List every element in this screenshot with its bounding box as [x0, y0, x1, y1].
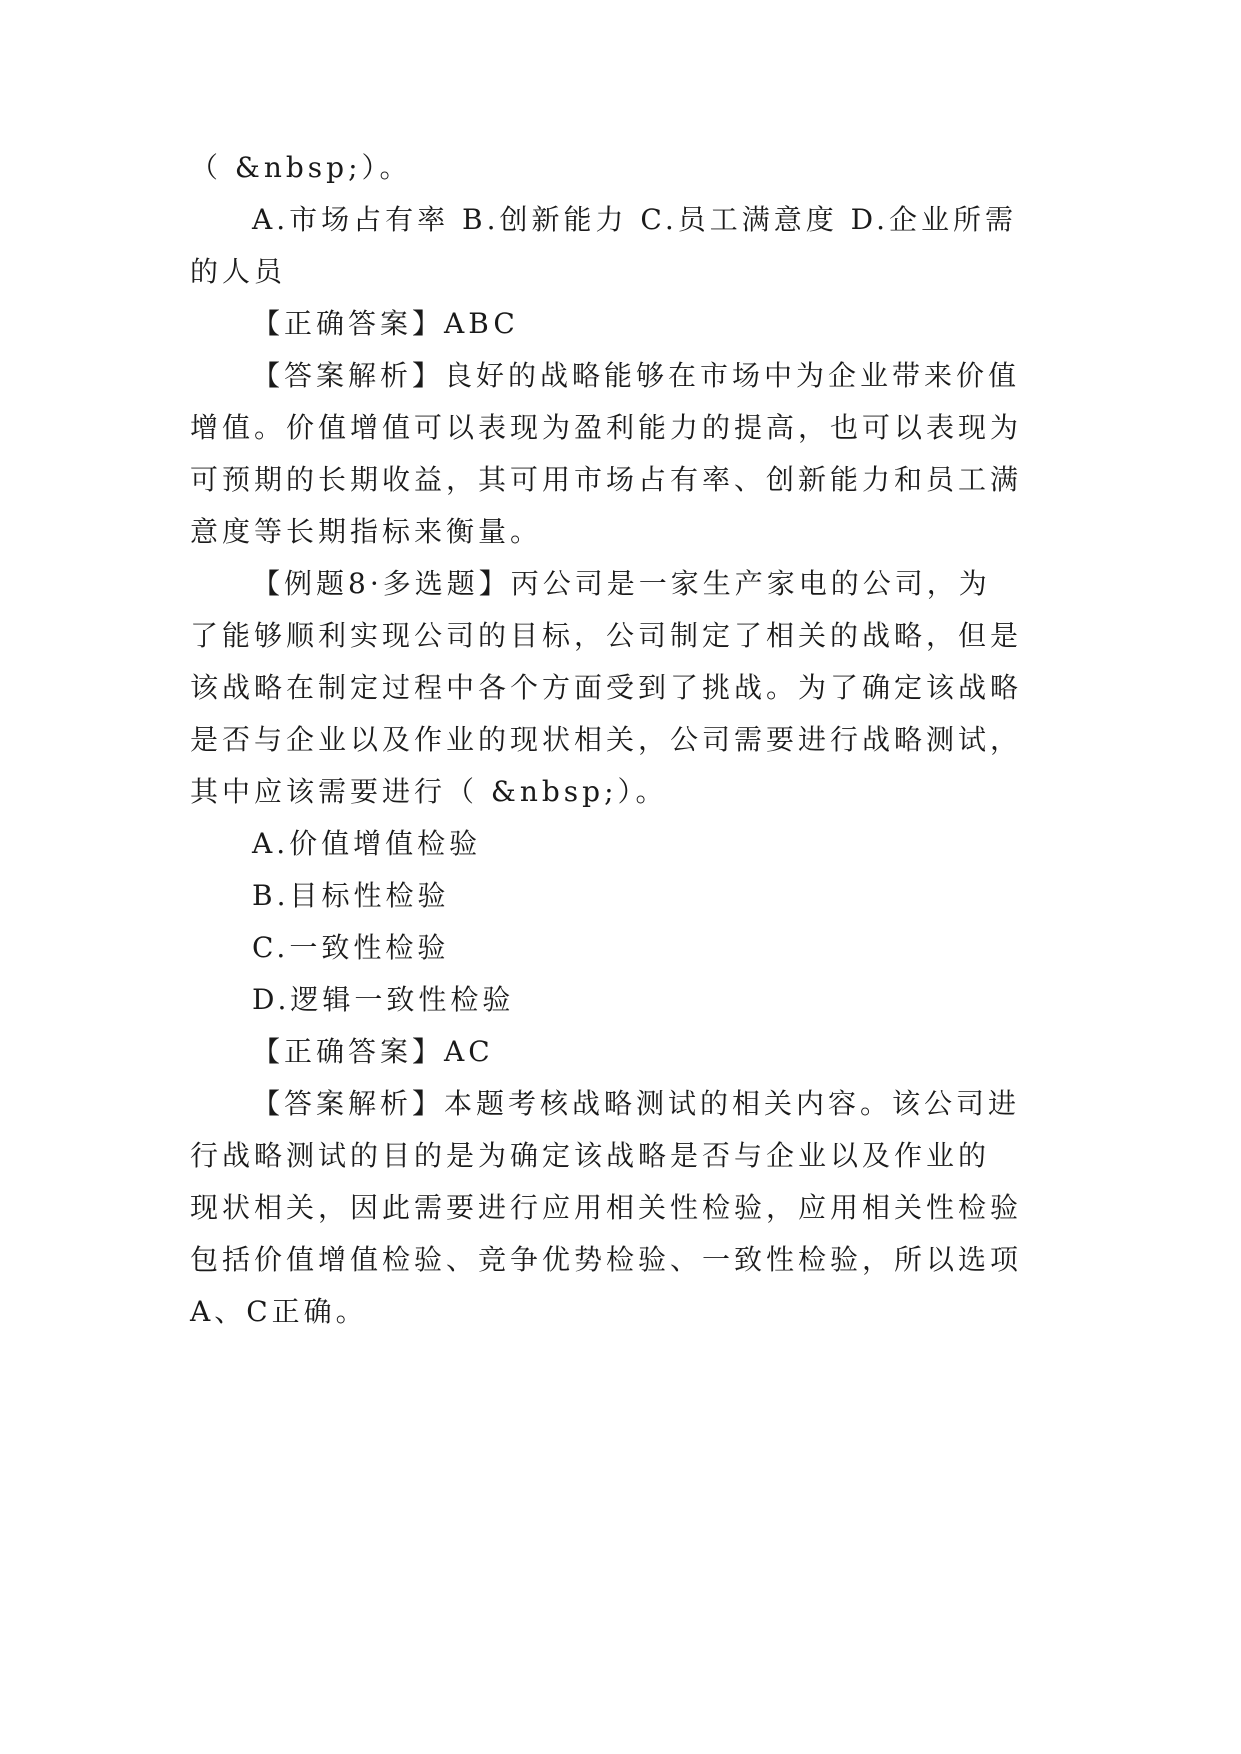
example-question-line: 是否与企业以及作业的现状相关，公司需要进行战略测试， [190, 723, 1023, 756]
example-question-line: 其中应该需要进行（ &nbsp;）。 [190, 775, 668, 808]
option-d: D.逻辑一致性检验 [252, 983, 515, 1016]
answer-explanation-line: 包括价值增值检验、竞争优势检验、一致性检验，所以选项 [190, 1243, 1023, 1276]
question-blank-line: （ &nbsp;）。 [190, 151, 412, 184]
example-question: 【例题8·多选题】丙公司是一家生产家电的公司，为 [252, 567, 991, 600]
answer-explanation: 【答案解析】本题考核战略测试的相关内容。该公司进 [252, 1087, 1021, 1120]
correct-answer: 【正确答案】ABC [252, 307, 519, 340]
option-b: B.目标性检验 [252, 879, 450, 912]
options-line-continued: 的人员 [190, 255, 287, 288]
answer-explanation-line: 可预期的长期收益，其可用市场占有率、创新能力和员工满 [190, 463, 1023, 496]
answer-explanation-line: 行战略测试的目的是为确定该战略是否与企业以及作业的 [190, 1139, 991, 1172]
answer-explanation-line: 增值。价值增值可以表现为盈利能力的提高，也可以表现为 [190, 411, 1023, 444]
example-question-line: 了能够顺利实现公司的目标，公司制定了相关的战略，但是 [190, 619, 1023, 652]
correct-answer: 【正确答案】AC [252, 1035, 494, 1068]
options-line: A.市场占有率 B.创新能力 C.员工满意度 D.企业所需 [252, 203, 1017, 236]
answer-explanation-line: 意度等长期指标来衡量。 [190, 515, 543, 548]
example-question-line: 该战略在制定过程中各个方面受到了挑战。为了确定该战略 [190, 671, 1023, 704]
option-a: A.价值增值检验 [252, 827, 482, 860]
option-c: C.一致性检验 [252, 931, 450, 964]
answer-explanation-line: A、C正确。 [190, 1295, 368, 1328]
answer-explanation: 【答案解析】良好的战略能够在市场中为企业带来价值 [252, 359, 1021, 392]
answer-explanation-line: 现状相关，因此需要进行应用相关性检验，应用相关性检验 [190, 1191, 1023, 1224]
